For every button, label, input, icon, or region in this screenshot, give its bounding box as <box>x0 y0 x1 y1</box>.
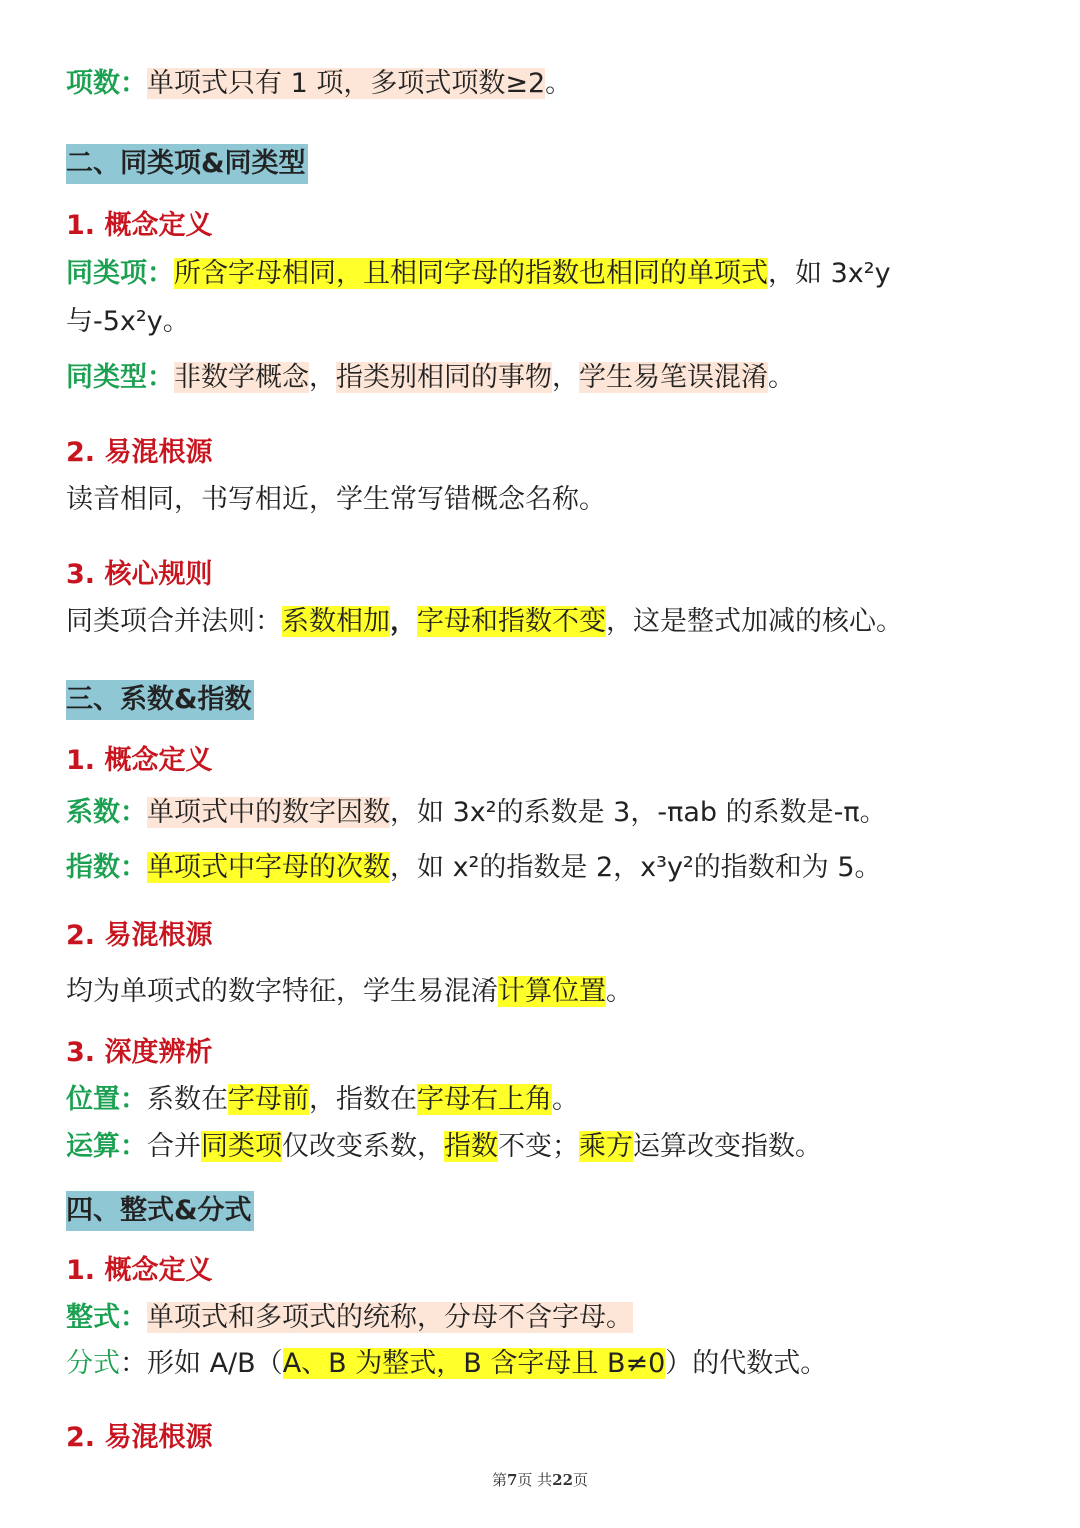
section-heading-2: 二、同类项&同类型 <box>66 144 308 184</box>
sec2-def-like-terms: 同类项：所含字母相同，且相同字母的指数也相同的单项式，如 3x²y 与-5x²y。 <box>66 258 891 337</box>
sec3-sub-3: 3. 深度辨析 <box>66 1037 213 1068</box>
sec3-operation: 运算：合并同类项仅改变系数，指数不变；乘方运算改变指数。 <box>66 1131 822 1162</box>
sec2-sub-2: 2. 易混根源 <box>66 437 213 468</box>
page-footer: 第7页 共22页 <box>491 1471 589 1489</box>
label-items: 项数： <box>66 68 147 99</box>
sec4-def-polynomial: 整式：单项式和多项式的统称，分母不含字母。 <box>66 1302 633 1333</box>
sec3-def-coefficient: 系数：单项式中的数字因数，如 3x²的系数是 3，-πab 的系数是-π。 <box>66 797 887 828</box>
highlight: 所含字母相同，且相同字母的指数也相同的单项式 <box>174 258 768 289</box>
items-count-line: 项数：单项式只有 1 项，多项式项数≥2。 <box>66 68 573 99</box>
sec3-def-exponent: 指数：单项式中字母的次数，如 x²的指数是 2，x³y²的指数和为 5。 <box>66 852 882 883</box>
page-number: 7 <box>506 1471 518 1489</box>
sec4-sub-2: 2. 易混根源 <box>66 1422 213 1453</box>
sec3-sub-2: 2. 易混根源 <box>66 920 213 951</box>
sec2-rule: 同类项合并法则：系数相加，字母和指数不变，这是整式加减的核心。 <box>66 606 903 637</box>
section-heading-4: 四、整式&分式 <box>66 1191 254 1231</box>
page-total: 22 <box>552 1471 574 1489</box>
sec2-sub-1: 1. 概念定义 <box>66 210 213 241</box>
sec2-sub-3: 3. 核心规则 <box>66 559 213 590</box>
sec2-def-like-type: 同类型：非数学概念，指类别相同的事物，学生易笔误混淆。 <box>66 362 795 393</box>
items-text: 单项式只有 1 项，多项式项数≥2 <box>147 68 546 99</box>
sec3-position: 位置：系数在字母前，指数在字母右上角。 <box>66 1084 579 1115</box>
sec2-reason: 读音相同，书写相近，学生常写错概念名称。 <box>66 484 606 515</box>
sec4-def-fraction: 分式：形如 A/B（A、B 为整式，B 含字母且 B≠0）的代数式。 <box>66 1348 828 1379</box>
sec4-sub-1: 1. 概念定义 <box>66 1255 213 1286</box>
sec3-sub-1: 1. 概念定义 <box>66 745 213 776</box>
section-heading-3: 三、系数&指数 <box>66 680 254 720</box>
sec3-reason: 均为单项式的数字特征，学生易混淆计算位置。 <box>66 976 633 1007</box>
